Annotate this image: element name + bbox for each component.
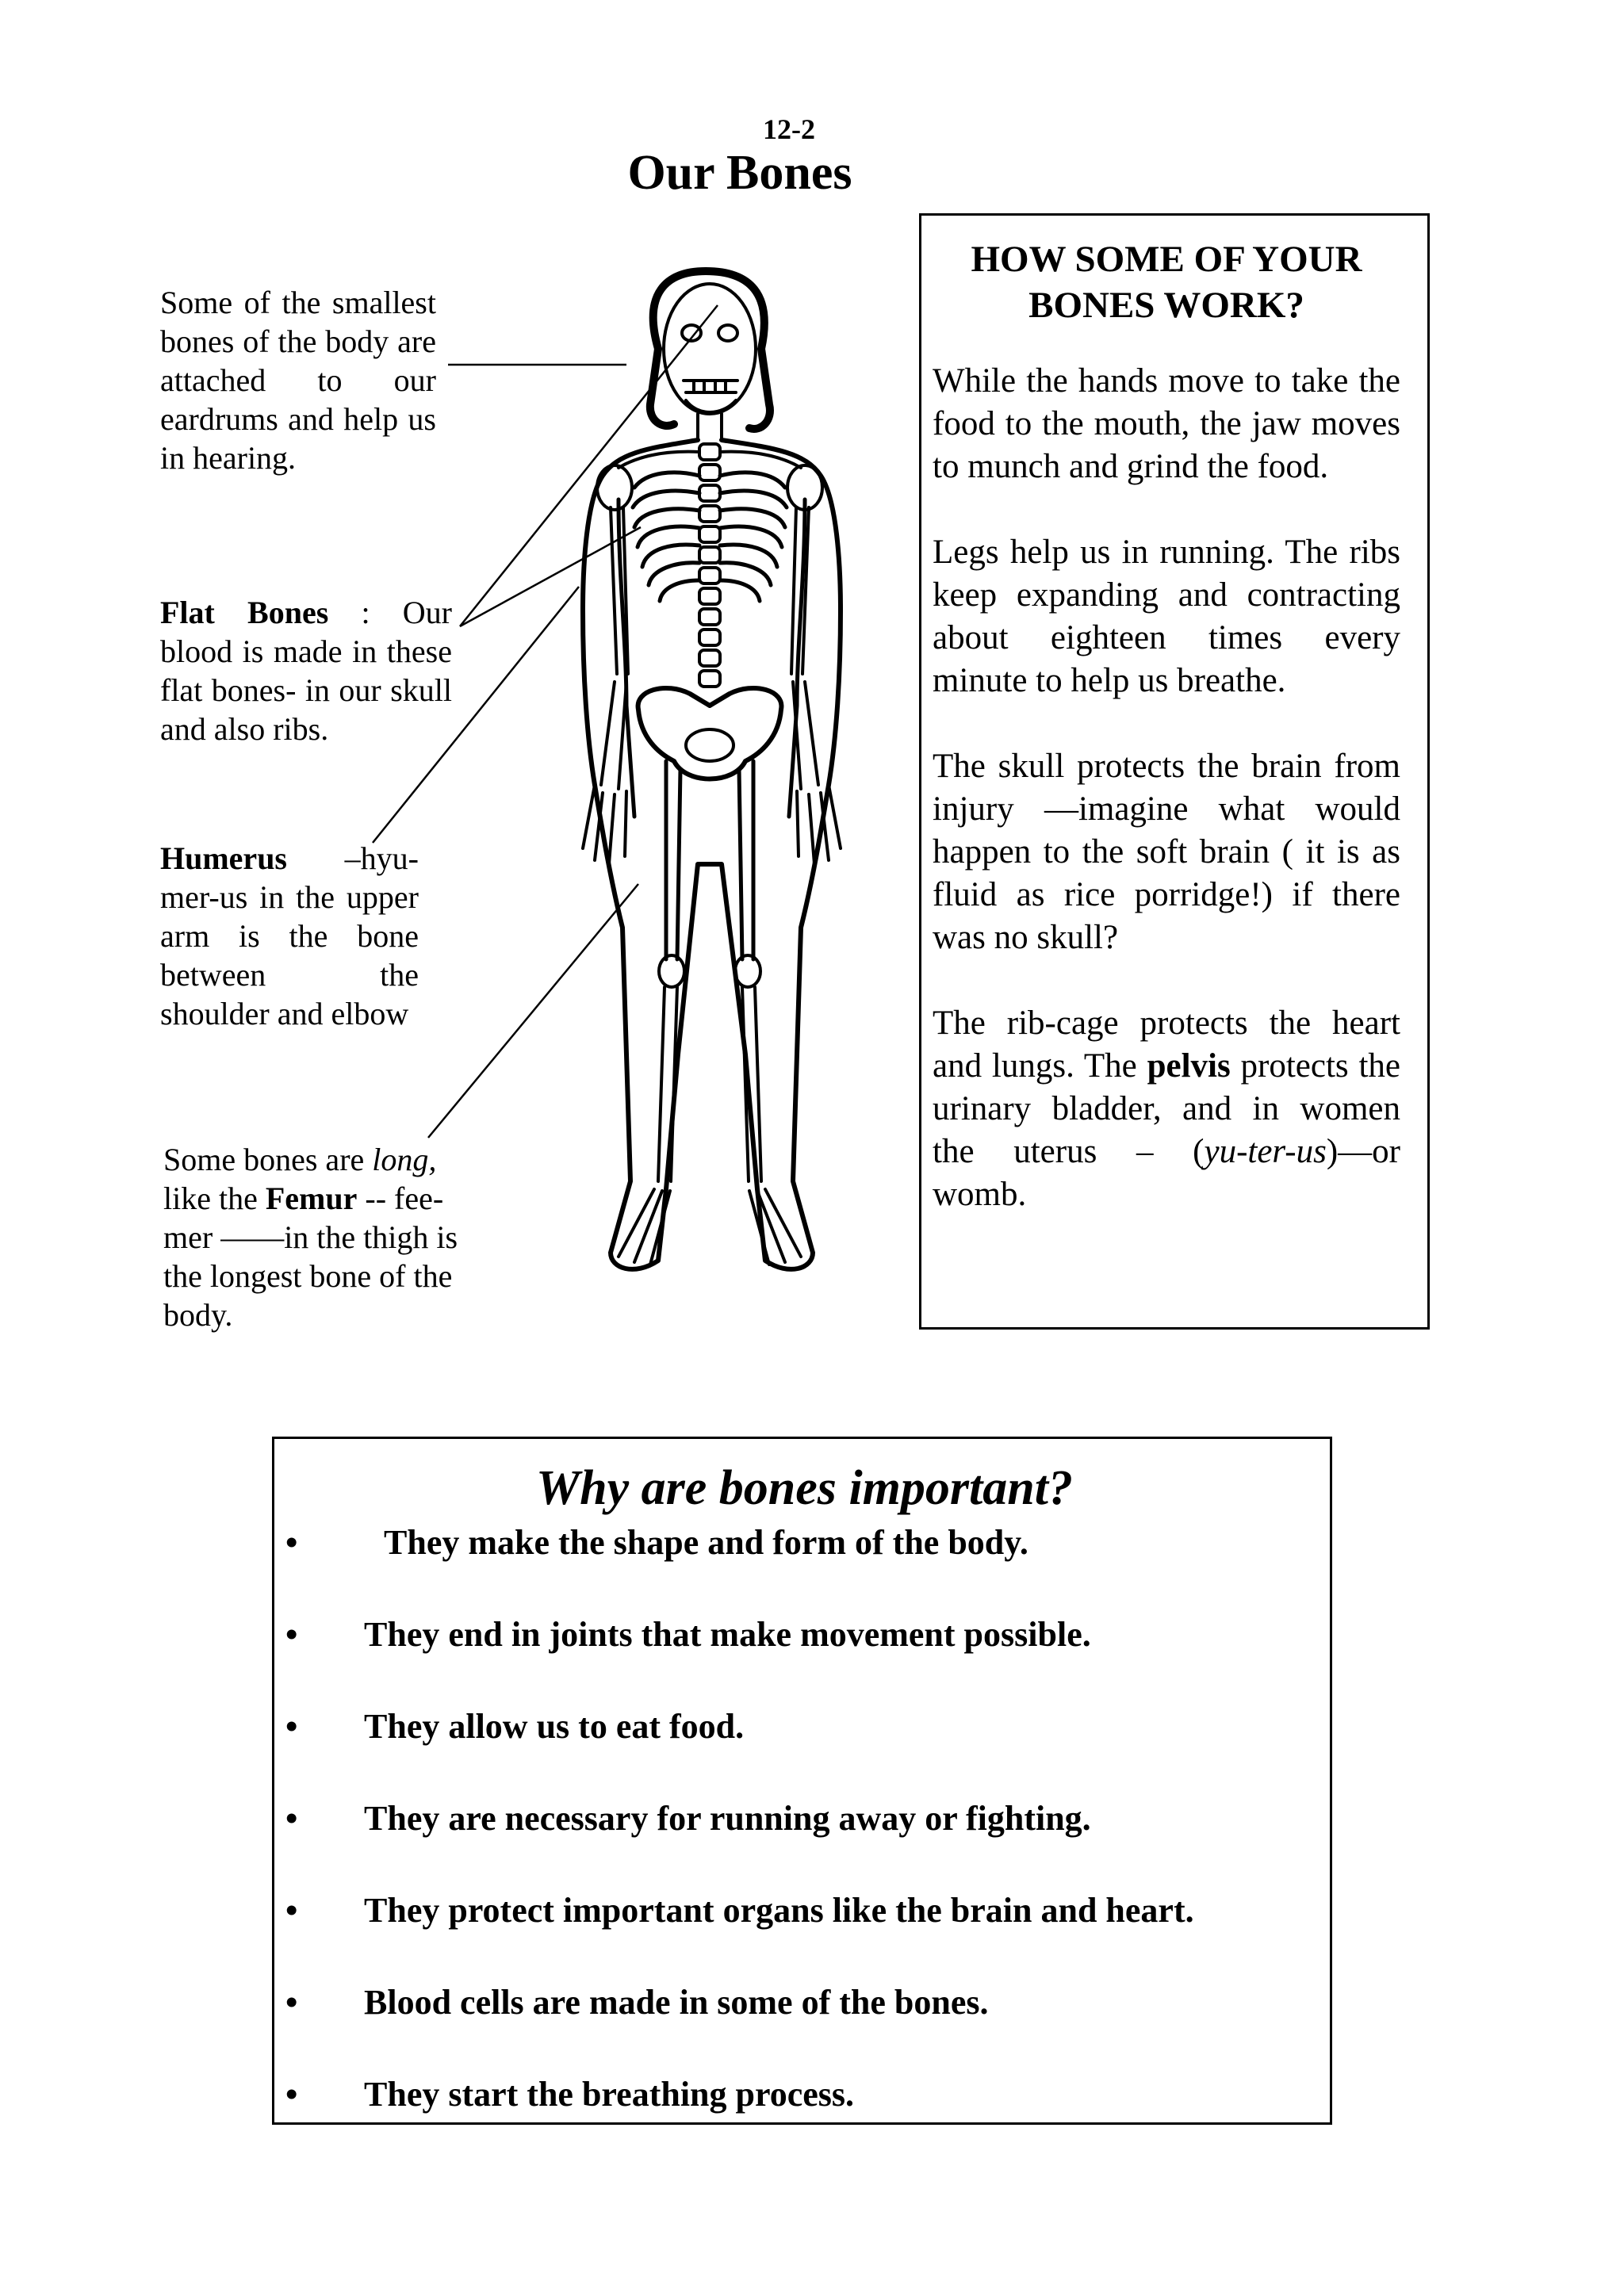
hair-left: [650, 349, 674, 426]
femur-like: like the: [163, 1181, 266, 1216]
note-ear-bones: Some of the smallest bones of the body are attached to our eardrums and help us in hearing.: [160, 285, 436, 476]
femur-text: -- fee-mer ——in the thigh is the longest bone of the body.: [163, 1181, 458, 1333]
term-humerus: Humerus: [160, 840, 287, 876]
hair-outline: [653, 271, 770, 429]
why-box-title: [274, 1461, 1335, 1515]
how-box-title: HOW SOME OF YOUR BONES WORK?: [971, 239, 1362, 326]
how-bones-work-box: [919, 213, 1430, 1330]
list-item-text: They allow us to eat food.: [364, 1707, 745, 1746]
list-item-text: They make the shape and form of the body.: [384, 1523, 1028, 1562]
term-yuterus: yu-ter-us: [1204, 1133, 1327, 1170]
bullet-icon: •: [285, 1615, 298, 1654]
skull: [664, 284, 756, 414]
ribs: [633, 473, 787, 601]
bullet-icon: •: [285, 1799, 298, 1838]
why-title-plain: Why are bones: [536, 1461, 849, 1515]
bullet-icon: •: [285, 1891, 298, 1930]
femur-right: [739, 761, 753, 959]
page-number: 12-2: [763, 113, 815, 145]
spine: [699, 444, 720, 687]
term-pelvis: pelvis: [1147, 1047, 1231, 1085]
list-item-text: They are necessary for running away or fighting.: [364, 1799, 1091, 1838]
why-title-bold: important?: [848, 1461, 1073, 1515]
humerus-text: –hyu-mer-us in the upper arm is the bone between the shoulder and elbow: [160, 840, 419, 1031]
why-bones-important-box: [272, 1437, 1332, 2125]
how-paragraph-ribcage-pelvis: [933, 1002, 1400, 1216]
ribcage-text-c: )—or womb.: [933, 1133, 1400, 1213]
skeleton-illustration: [508, 262, 920, 1316]
list-item-text: They start the breathing process.: [364, 2075, 855, 2114]
ribcage-text-a: The rib-cage protects the heart and lungs. The: [933, 1004, 1400, 1085]
term-femur: Femur: [265, 1181, 358, 1216]
term-flat-bones: Flat Bones: [160, 595, 329, 630]
page-title: Our Bones: [627, 146, 852, 200]
bullet-icon: •: [285, 2075, 298, 2114]
list-item-text: They end in joints that make movement possible.: [364, 1615, 1091, 1654]
femur-pre: Some bones are: [163, 1142, 373, 1177]
femur-long: long,: [372, 1142, 437, 1177]
ribcage-text-b: protects the urinary bladder, and in women the uterus – (: [933, 1047, 1400, 1170]
list-item-text: They protect important organs like the brain and heart.: [364, 1891, 1194, 1930]
how-paragraph-legs-ribs: Legs help us in running. The ribs keep expanding and contracting about eighteen times every minute to help us breathe.: [933, 534, 1400, 699]
how-paragraph-jaw: While the hands move to take the food to the mouth, the jaw moves to munch and grind the food.: [933, 362, 1400, 485]
bullet-icon: •: [285, 1523, 298, 1562]
femur-left: [666, 761, 680, 959]
flat-bones-text: : Our blood is made in these flat bones- in our skull and also ribs.: [160, 595, 452, 747]
how-paragraph-skull: The skull protects the brain from injury —imagine what would happen to the soft brain ( it is as fluid as rice porridge!) if there was no skull?: [933, 748, 1400, 956]
list-item-text: Blood cells are made in some of the bones.: [364, 1983, 989, 2022]
note-humerus: [160, 839, 419, 1033]
note-flat-bones: [160, 593, 452, 748]
bullet-icon: •: [285, 1983, 298, 2022]
note-femur: [163, 1140, 465, 1334]
pelvis: [638, 688, 782, 779]
bullet-icon: •: [285, 1707, 298, 1746]
